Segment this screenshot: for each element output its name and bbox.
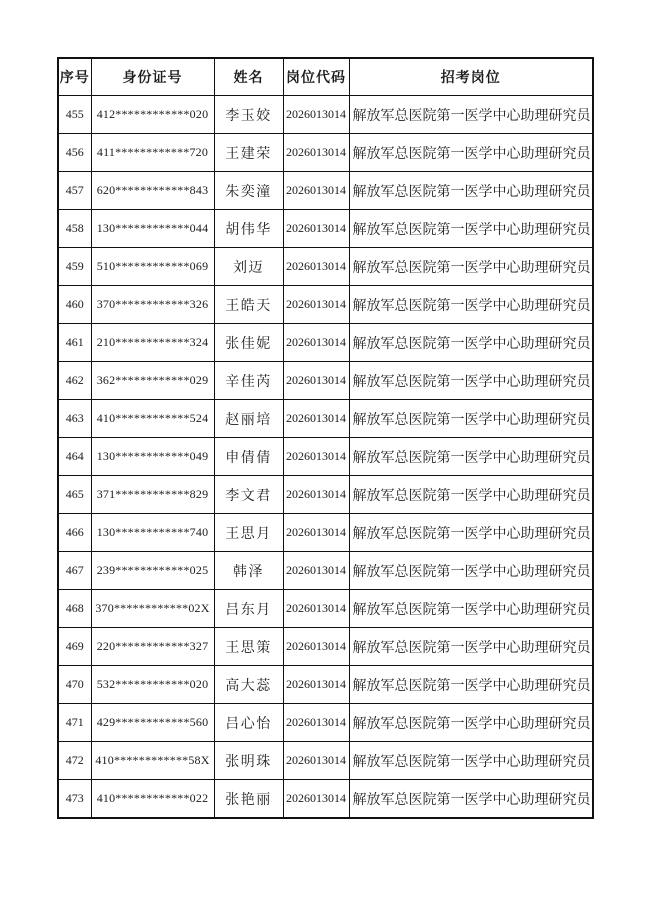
cell-job-code: 2026013014 [283,362,349,400]
column-header-job-code: 岗位代码 [283,58,349,96]
table-row [58,438,593,476]
column-header-name: 姓名 [214,58,283,96]
cell-serial-number: 471 [58,704,91,742]
cell-job-title: 解放军总医院第一医学中心助理研究员 [349,438,593,476]
table-row [58,134,593,172]
cell-name: 辛佳芮 [214,362,283,400]
cell-serial-number: 466 [58,514,91,552]
cell-job-code: 2026013014 [283,400,349,438]
cell-job-title: 解放军总医院第一医学中心助理研究员 [349,780,593,819]
cell-name: 韩泽 [214,552,283,590]
cell-job-code: 2026013014 [283,172,349,210]
cell-name: 吕心怡 [214,704,283,742]
table-row [58,286,593,324]
cell-name: 胡伟华 [214,210,283,248]
cell-job-title: 解放军总医院第一医学中心助理研究员 [349,400,593,438]
cell-serial-number: 455 [58,96,91,134]
cell-job-title: 解放军总医院第一医学中心助理研究员 [349,590,593,628]
cell-name: 高大蕊 [214,666,283,704]
cell-id-number: 410************524 [91,400,214,438]
table-header-row [58,58,593,96]
table-row [58,552,593,590]
cell-job-title: 解放军总医院第一医学中心助理研究员 [349,248,593,286]
cell-name: 朱奕潼 [214,172,283,210]
cell-id-number: 130************044 [91,210,214,248]
cell-job-title: 解放军总医院第一医学中心助理研究员 [349,362,593,400]
cell-name: 李文君 [214,476,283,514]
cell-job-code: 2026013014 [283,590,349,628]
cell-job-title: 解放军总医院第一医学中心助理研究员 [349,96,593,134]
cell-job-code: 2026013014 [283,210,349,248]
column-header-id-number: 身份证号 [91,58,214,96]
cell-id-number: 410************022 [91,780,214,819]
cell-job-code: 2026013014 [283,742,349,780]
table-row [58,324,593,362]
cell-serial-number: 467 [58,552,91,590]
cell-job-code: 2026013014 [283,96,349,134]
cell-serial-number: 473 [58,780,91,819]
table-row [58,666,593,704]
cell-serial-number: 460 [58,286,91,324]
table-row [58,704,593,742]
cell-name: 申倩倩 [214,438,283,476]
cell-serial-number: 459 [58,248,91,286]
cell-serial-number: 465 [58,476,91,514]
cell-serial-number: 469 [58,628,91,666]
cell-serial-number: 457 [58,172,91,210]
cell-job-title: 解放军总医院第一医学中心助理研究员 [349,704,593,742]
table-row [58,590,593,628]
cell-id-number: 620************843 [91,172,214,210]
cell-serial-number: 456 [58,134,91,172]
cell-job-title: 解放军总医院第一医学中心助理研究员 [349,286,593,324]
cell-job-code: 2026013014 [283,552,349,590]
cell-name: 王思月 [214,514,283,552]
cell-job-title: 解放军总医院第一医学中心助理研究员 [349,476,593,514]
table-row [58,514,593,552]
cell-job-title: 解放军总医院第一医学中心助理研究员 [349,666,593,704]
cell-id-number: 510************069 [91,248,214,286]
table-body [58,96,593,819]
table-row [58,210,593,248]
table-row [58,96,593,134]
cell-job-title: 解放军总医院第一医学中心助理研究员 [349,324,593,362]
cell-id-number: 412************020 [91,96,214,134]
table-row [58,172,593,210]
cell-job-code: 2026013014 [283,248,349,286]
column-header-job-title: 招考岗位 [349,58,593,96]
cell-job-code: 2026013014 [283,780,349,819]
cell-serial-number: 470 [58,666,91,704]
cell-id-number: 411************720 [91,134,214,172]
cell-serial-number: 472 [58,742,91,780]
cell-job-code: 2026013014 [283,704,349,742]
cell-name: 张艳丽 [214,780,283,819]
cell-job-title: 解放军总医院第一医学中心助理研究员 [349,134,593,172]
cell-name: 李玉姣 [214,96,283,134]
cell-job-title: 解放军总医院第一医学中心助理研究员 [349,172,593,210]
cell-id-number: 130************049 [91,438,214,476]
cell-job-code: 2026013014 [283,476,349,514]
table-row [58,628,593,666]
cell-id-number: 210************324 [91,324,214,362]
cell-serial-number: 461 [58,324,91,362]
cell-name: 赵丽培 [214,400,283,438]
cell-name: 王建荣 [214,134,283,172]
cell-id-number: 362************029 [91,362,214,400]
cell-name: 王皓天 [214,286,283,324]
cell-id-number: 130************740 [91,514,214,552]
table-row [58,780,593,819]
cell-job-code: 2026013014 [283,286,349,324]
table-row [58,742,593,780]
cell-name: 张佳妮 [214,324,283,362]
table-row [58,476,593,514]
table-row [58,248,593,286]
cell-id-number: 429************560 [91,704,214,742]
cell-name: 刘迈 [214,248,283,286]
cell-id-number: 532************020 [91,666,214,704]
cell-job-code: 2026013014 [283,134,349,172]
cell-id-number: 239************025 [91,552,214,590]
cell-job-code: 2026013014 [283,628,349,666]
cell-id-number: 220************327 [91,628,214,666]
cell-name: 吕东月 [214,590,283,628]
recruitment-roster-table [57,57,594,819]
cell-serial-number: 464 [58,438,91,476]
cell-name: 张明珠 [214,742,283,780]
cell-job-code: 2026013014 [283,514,349,552]
cell-name: 王思策 [214,628,283,666]
table-row [58,400,593,438]
column-header-serial-number: 序号 [58,58,91,96]
cell-job-title: 解放军总医院第一医学中心助理研究员 [349,552,593,590]
cell-id-number: 370************326 [91,286,214,324]
cell-id-number: 410************58X [91,742,214,780]
table-row [58,362,593,400]
cell-job-code: 2026013014 [283,438,349,476]
cell-job-code: 2026013014 [283,324,349,362]
cell-serial-number: 458 [58,210,91,248]
cell-job-title: 解放军总医院第一医学中心助理研究员 [349,742,593,780]
cell-serial-number: 468 [58,590,91,628]
cell-id-number: 370************02X [91,590,214,628]
cell-serial-number: 463 [58,400,91,438]
cell-serial-number: 462 [58,362,91,400]
cell-job-title: 解放军总医院第一医学中心助理研究员 [349,628,593,666]
cell-job-code: 2026013014 [283,666,349,704]
cell-id-number: 371************829 [91,476,214,514]
cell-job-title: 解放军总医院第一医学中心助理研究员 [349,210,593,248]
cell-job-title: 解放军总医院第一医学中心助理研究员 [349,514,593,552]
